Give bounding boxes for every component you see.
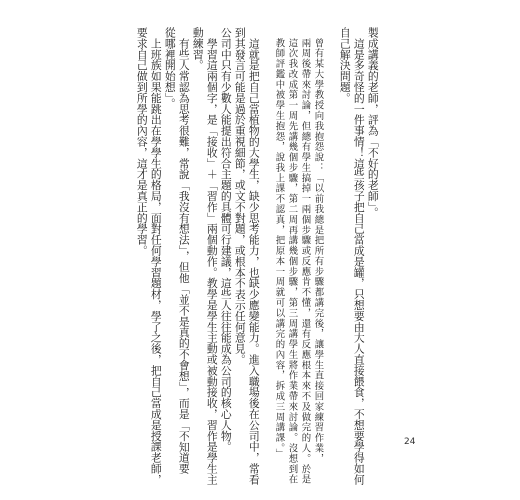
text-column: 製成講義的老師，評為「不好的老師」。 bbox=[366, 27, 380, 218]
text-column: 動練習。 bbox=[191, 27, 205, 71]
quote-column: 這次我改成第一周先講幾個步驟，第二周再講幾個步驟，第三周講學生將作業帶來討論。沒想到在 bbox=[286, 38, 298, 485]
page-number: 24 bbox=[404, 437, 416, 447]
text-column: 上班族如果能跳出在學學生的格局，面對任何學習題材，學了之後，把自己當成是授課老師， bbox=[149, 27, 163, 485]
text-column: 這是多奇怪的一件事情！這些孩子把自己當成是罐，只想要由大人直接餵食，不想要學得如何 bbox=[352, 27, 366, 485]
text-column: 從哪裡開始想」。 bbox=[163, 27, 177, 109]
text-column: 公司中只有少數人能提出符合主題的具體可行建議，這些人往往能成為公司的核心人物。 bbox=[219, 27, 233, 453]
text-column: 自己解決問題。 bbox=[338, 27, 352, 104]
text-column: 有些人常認為思考很難，常說「我沒有想法」，但他「並不是真的不會想」，而是「不知道要 bbox=[177, 27, 191, 474]
text-column: 學習這兩個字，是「接收」＋「習作」兩個動作。教學是學生主動或被動接收，習作是學生主 bbox=[205, 27, 219, 485]
quote-column: 教師評鑑中被學生抱怨，說我上課不認真，把原本一周就可以講完的內容，拆成三周講課。」 bbox=[273, 38, 285, 460]
text-column: 要求自己做到所學的內容，這才是真正的學習。 bbox=[135, 27, 149, 256]
text-column: 這就是把自己當植物的大學生，缺少思考能力，也缺少應變能力。進入職場後在公司中，常看 bbox=[247, 27, 261, 485]
text-column: 到其發言可能是過於重視細節，或文不對題，或根本不表示任何意見。 bbox=[233, 27, 247, 365]
quote-column: 兩周後帶來討論，但總有學生搞掉一兩個步驟或反應肯不懂，還有反應根本來不及做完的人。於是 bbox=[299, 38, 311, 485]
quote-column: 曾有某大學教授向我抱怨說：「以前我總是把所有步驟都講完後，讓學生直接回家練習作業， bbox=[312, 38, 324, 464]
